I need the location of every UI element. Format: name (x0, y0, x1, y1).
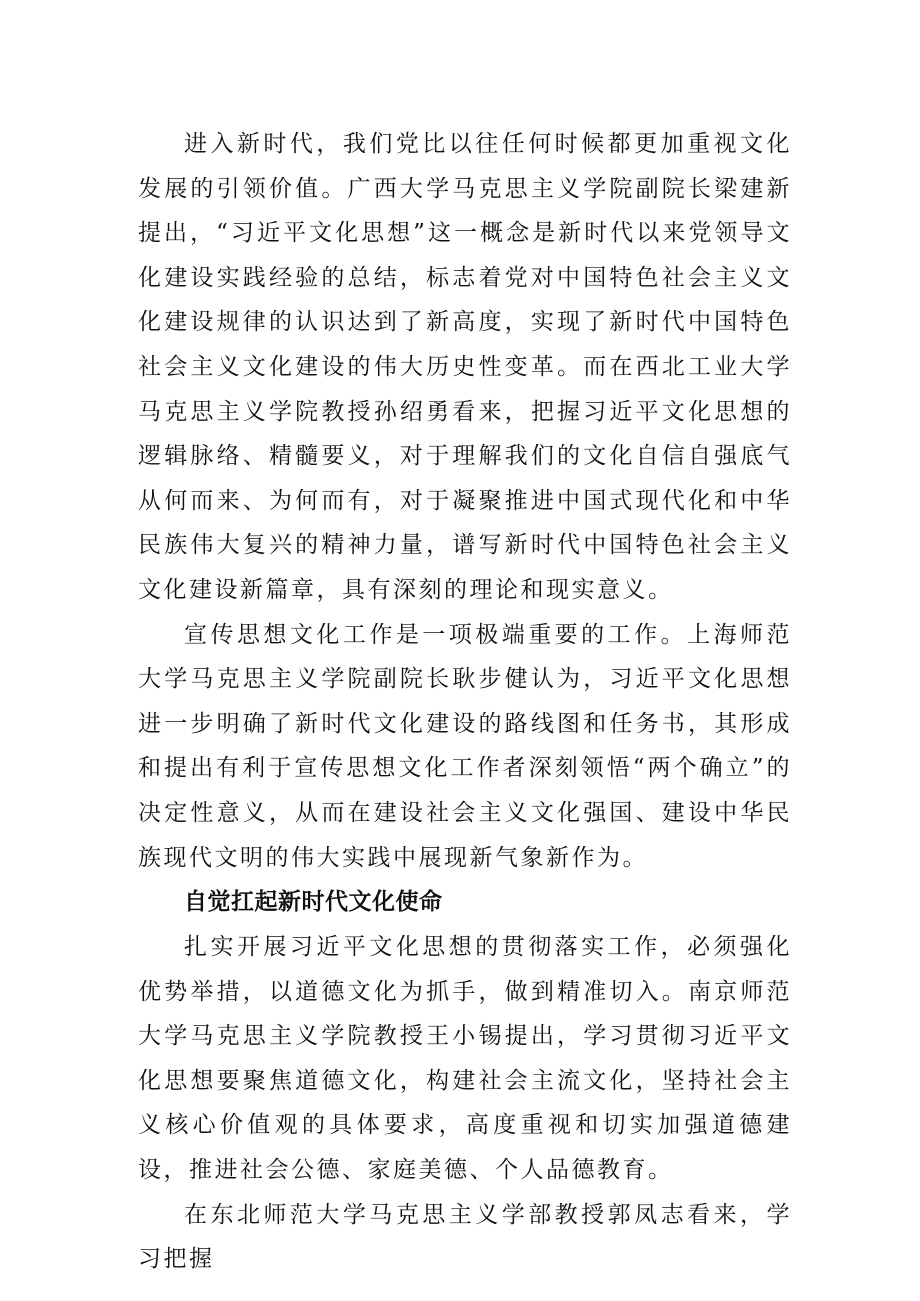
document-body (138, 122, 792, 1282)
paragraph-northeast-normal-university: 在东北师范大学马克思主义学部教授郭凤志看来，学习把握 (138, 1201, 792, 1273)
section-heading-cultural-mission: 自觉扛起新时代文化使命 (184, 889, 443, 916)
paragraph-new-era-cultural-value: 进入新时代，我们党比以往任何时候都更加重视文化发展的引领价值。广西大学马克思主义学院副院长梁建新提出，“习近平文化思想”这一概念是新时代以来党领导文化建设实践经验的总结，标志着党对中国特色社会主义文化建设规律的认识达到了新高度，实现了新时代中国特色社会主义文化建设的伟大历史性变革。而在西北工业大学马克思主义学院教授孙绍勇看来，把握习近平文化思想的逻辑脉络、精髓要义，对于理解我们的文化自信自强底气从何而来、为何而有，对于凝聚推进中国式现代化和中华民族伟大复兴的精神力量，谱写新时代中国特色社会主义文化建设新篇章，具有深刻的理论和现实意义。 (138, 131, 792, 603)
paragraph-propaganda-work: 宣传思想文化工作是一项极端重要的工作。上海师范大学马克思主义学院副院长耿步健认为，习近平文化思想进一步明确了新时代文化建设的路线图和任务书，其形成和提出有利于宣传思想文化工作者深刻领悟“两个确立”的决定性意义，从而在建设社会主义文化强国、建设中华民族现代文明的伟大实践中展现新气象新作为。 (138, 621, 792, 871)
paragraph-moral-culture: 扎实开展习近平文化思想的贯彻落实工作，必须强化优势举措，以道德文化为抓手，做到精准切入。南京师范大学马克思主义学院教授王小锡提出，学习贯彻习近平文化思想要聚焦道德文化，构建社会主流文化，坚持社会主义核心价值观的具体要求，高度重视和切实加强道德建设，推进社会公德、家庭美德、个人品德教育。 (138, 934, 792, 1184)
